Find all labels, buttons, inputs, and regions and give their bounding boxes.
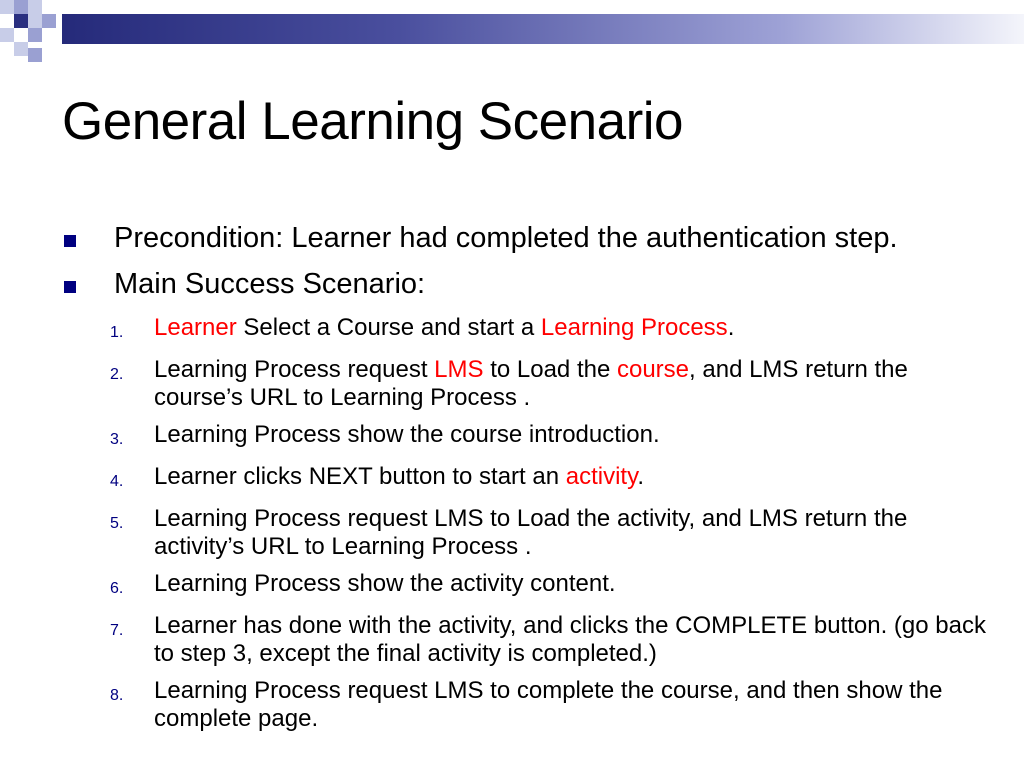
step-number: 7. bbox=[110, 622, 124, 639]
scenario-step bbox=[110, 677, 992, 733]
step-text bbox=[154, 570, 992, 598]
step-text-segment: Learner has done with the activity, and clicks the COMPLETE button. (go back to step 3, except the final activity is completed.) bbox=[154, 612, 986, 667]
slide-title: General Learning Scenario bbox=[62, 92, 683, 151]
scenario-step bbox=[110, 612, 992, 668]
scenario-step-list bbox=[62, 314, 992, 733]
scenario-step bbox=[110, 505, 992, 561]
decor-square bbox=[0, 0, 14, 14]
bullet-item bbox=[62, 222, 992, 254]
step-text bbox=[154, 505, 992, 561]
step-text-segment: to Load the bbox=[483, 356, 617, 383]
step-text bbox=[154, 463, 992, 491]
bullet-item bbox=[62, 268, 992, 300]
step-number: 8. bbox=[110, 687, 124, 704]
step-text-segment: Learning Process request LMS to Load the activity, and LMS return the activity’s URL to Learning Process . bbox=[154, 505, 908, 560]
header-decoration bbox=[0, 0, 1024, 70]
step-text-segment: Learning Process show the activity content. bbox=[154, 570, 616, 597]
slide-content bbox=[62, 222, 992, 742]
highlighted-term: course bbox=[616, 356, 690, 383]
decor-square bbox=[14, 0, 28, 14]
scenario-step bbox=[110, 356, 992, 412]
header-gradient-bar bbox=[62, 14, 1024, 44]
bullet-text: Main Success Scenario: bbox=[114, 268, 426, 300]
step-number: 2. bbox=[110, 366, 124, 383]
step-text-segment: Learning Process request LMS to complete the course, and then show the complete page. bbox=[154, 677, 943, 732]
scenario-step bbox=[110, 314, 992, 347]
scenario-step bbox=[110, 570, 992, 603]
decor-square bbox=[42, 14, 56, 28]
square-bullet-icon bbox=[64, 281, 76, 293]
scenario-step bbox=[110, 421, 992, 454]
highlighted-term: activity bbox=[565, 463, 638, 490]
highlighted-term: Learner bbox=[154, 314, 237, 341]
scenario-step bbox=[110, 463, 992, 496]
step-text-segment: . bbox=[727, 314, 735, 341]
step-text-segment: Learning Process show the course introduction. bbox=[154, 421, 660, 448]
step-number: 3. bbox=[110, 431, 124, 448]
step-text-segment: . bbox=[637, 463, 644, 490]
decor-square bbox=[28, 14, 42, 28]
highlighted-term: LMS bbox=[434, 356, 484, 383]
step-number: 6. bbox=[110, 580, 124, 597]
square-bullet-icon bbox=[64, 235, 76, 247]
highlighted-term: Learning Process bbox=[540, 314, 728, 341]
decor-square bbox=[0, 28, 14, 42]
decor-square bbox=[14, 14, 28, 28]
step-text bbox=[154, 314, 992, 342]
step-text bbox=[154, 677, 992, 733]
step-text-segment: Learner clicks NEXT button to start an bbox=[154, 463, 566, 490]
step-number: 1. bbox=[110, 324, 124, 341]
decor-square bbox=[28, 28, 42, 42]
step-text bbox=[154, 421, 992, 449]
decor-square bbox=[28, 48, 42, 62]
step-text bbox=[154, 612, 992, 668]
step-number: 5. bbox=[110, 515, 124, 532]
step-text-segment: Select a Course and start a bbox=[236, 314, 541, 341]
step-text bbox=[154, 356, 992, 412]
decor-square bbox=[14, 42, 28, 56]
step-number: 4. bbox=[110, 473, 124, 490]
step-text-segment: Learning Process request bbox=[154, 356, 435, 383]
decor-square bbox=[28, 0, 42, 14]
bullet-text: Precondition: Learner had completed the authentication step. bbox=[114, 222, 898, 254]
step-text-segment: , and LMS return the course’s URL to Learning Process . bbox=[154, 356, 908, 411]
